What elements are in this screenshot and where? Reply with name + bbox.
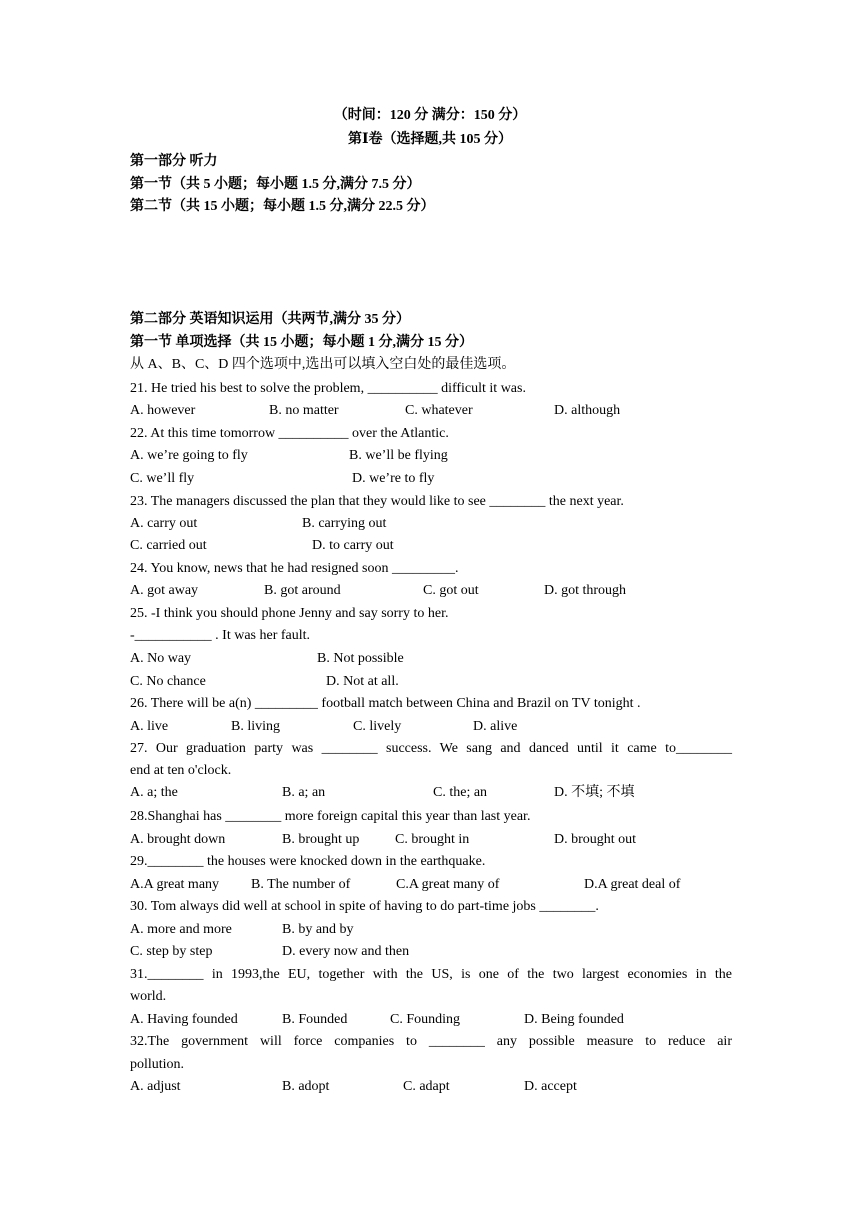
option-b: B. Founded: [282, 1012, 348, 1027]
option-a: A. however: [130, 403, 196, 418]
option-a: A. got away: [130, 583, 199, 598]
question-31-stem: 31.________ in 1993,the EU, together with the US, is one of the two largest economies in the: [130, 967, 732, 982]
part2-instruction: 从 A、B、C、D 四个选项中,选出可以填入空白处的最佳选项。: [130, 357, 516, 372]
part1-section1: 第一节（共 5 小题；每小题 1.5 分,满分 7.5 分）: [130, 177, 421, 192]
question-25-stem: 25. -I think you should phone Jenny and say sorry to her.: [130, 606, 449, 621]
option-d: D. alive: [473, 719, 518, 734]
part1-section2: 第二节（共 15 小题；每小题 1.5 分,满分 22.5 分）: [130, 199, 435, 214]
option-c: C. got out: [423, 583, 479, 598]
question-32-stem: 32.The government will force companies to ________ any possible measure to reduce air: [130, 1034, 732, 1049]
option-c: C. Founding: [390, 1012, 461, 1027]
option-b: B. got around: [264, 583, 341, 598]
option-c: C.A great many of: [396, 877, 500, 892]
option-a: A. we’re going to fly: [130, 448, 248, 463]
question-29-stem: 29.________ the houses were knocked down in the earthquake.: [130, 854, 486, 869]
option-d: D. Being founded: [524, 1012, 624, 1027]
option-c: C. carried out: [130, 538, 207, 553]
question-27-stem: 27. Our graduation party was ________ success. We sang and danced until it came to________: [130, 741, 732, 756]
option-a: A. Having founded: [130, 1012, 238, 1027]
question-30-stem: 30. Tom always did well at school in spite of having to do part-time jobs ________.: [130, 899, 599, 914]
option-c: C. lively: [353, 719, 402, 734]
question-26-stem: 26. There will be a(n) _________ football match between China and Brazil on TV tonight .: [130, 696, 641, 711]
option-c: C. whatever: [405, 403, 473, 418]
question-24-stem: 24. You know, news that he had resigned soon _________.: [130, 561, 459, 576]
option-c: C. step by step: [130, 944, 213, 959]
option-a: A. live: [130, 719, 169, 734]
option-d: D. got through: [544, 583, 627, 598]
question-32-stem-2: pollution.: [130, 1057, 185, 1072]
option-d: D. every now and then: [282, 944, 410, 959]
question-27-stem-2: end at ten o'clock.: [130, 763, 232, 778]
option-c: C. No chance: [130, 674, 206, 689]
time-info: （时间：120 分 满分：150 分）: [333, 108, 527, 123]
option-a: A. adjust: [130, 1079, 181, 1094]
question-22-stem: 22. At this time tomorrow __________ over the Atlantic.: [130, 426, 449, 441]
volume-title: 第Ⅰ卷（选择题,共 105 分）: [347, 132, 513, 147]
question-23-stem: 23. The managers discussed the plan that they would like to see ________ the next year.: [130, 494, 624, 509]
option-b: B. living: [231, 719, 281, 734]
option-c: C. the; an: [433, 785, 488, 800]
option-d: D. although: [554, 403, 621, 418]
option-c: C. brought in: [395, 832, 470, 847]
part2-section1: 第一节 单项选择（共 15 小题；每小题 1 分,满分 15 分）: [130, 335, 473, 350]
option-b: B. by and by: [282, 922, 354, 937]
option-d: D. 不填; 不填: [554, 785, 635, 800]
option-b: B. adopt: [282, 1079, 330, 1094]
option-a: A.A great many: [130, 877, 220, 892]
option-b: B. brought up: [282, 832, 360, 847]
option-b: B. carrying out: [302, 516, 387, 531]
question-31-stem-2: world.: [130, 989, 167, 1004]
option-d: D. brought out: [554, 832, 637, 847]
option-d: D. we’re to fly: [352, 471, 435, 486]
option-b: B. Not possible: [317, 651, 404, 666]
option-a: A. more and more: [130, 922, 232, 937]
option-d: D.A great deal of: [584, 877, 681, 892]
option-b: B. no matter: [269, 403, 339, 418]
question-21-stem: 21. He tried his best to solve the problem, __________ difficult it was.: [130, 381, 526, 396]
option-d: D. accept: [524, 1079, 577, 1094]
option-a: A. No way: [130, 651, 192, 666]
option-c: C. we’ll fly: [130, 471, 195, 486]
option-b: B. we’ll be flying: [349, 448, 448, 463]
question-25-stem-2: -___________ . It was her fault.: [130, 628, 311, 643]
option-b: B. a; an: [282, 785, 326, 800]
option-d: D. to carry out: [312, 538, 394, 553]
option-d: D. Not at all.: [326, 674, 399, 689]
part1-title: 第一部分 听力: [130, 154, 218, 169]
option-c: C. adapt: [403, 1079, 450, 1094]
option-b: B. The number of: [251, 877, 351, 892]
question-28-stem: 28.Shanghai has ________ more foreign capital this year than last year.: [130, 809, 531, 824]
part2-title: 第二部分 英语知识运用（共两节,满分 35 分）: [130, 312, 410, 327]
option-a: A. brought down: [130, 832, 226, 847]
option-a: A. a; the: [130, 785, 178, 800]
option-a: A. carry out: [130, 516, 198, 531]
